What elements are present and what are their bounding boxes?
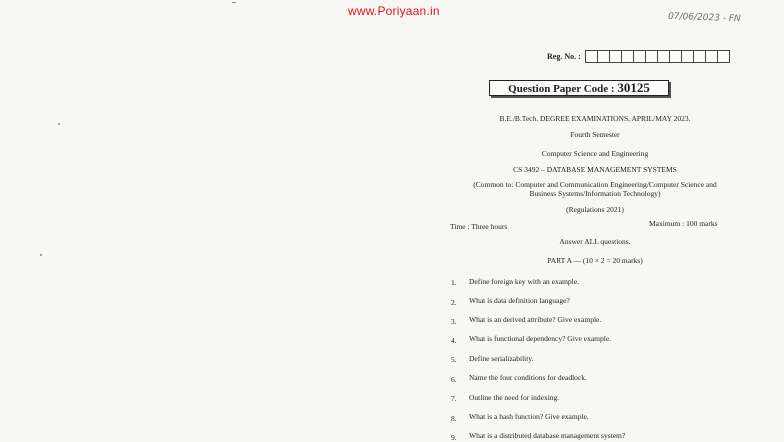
question-text: Define foreign key with an example. <box>469 277 579 286</box>
question-text: What is data definition language? <box>469 296 570 305</box>
scan-speck <box>58 123 60 125</box>
common-to-line1: (Common to: Computer and Communication Engineering/Computer Science and <box>473 180 717 189</box>
qp-code-value: 30125 <box>617 80 650 95</box>
question-text: What is a hash function? Give example. <box>469 412 589 421</box>
scan-speck <box>40 254 42 256</box>
question-text: What is functional dependency? Give example. <box>469 334 612 343</box>
reg-no-box <box>717 50 730 63</box>
part-a-heading: PART A — (10 × 2 = 20 marks) <box>547 256 643 265</box>
instructions: Answer ALL questions. <box>559 237 631 246</box>
handwritten-date: 07/06/2023 - FN <box>667 11 741 25</box>
watermark-text: www.Poriyaan.in <box>348 4 440 18</box>
question-text: What is an derived attribute? Give example. <box>469 315 602 324</box>
scan-speck <box>232 2 236 3</box>
exam-title: B.E./B.Tech. DEGREE EXAMINATIONS, APRIL/MAY 2023. <box>499 114 691 123</box>
subject-title: CS 3492 – DATABASE MANAGEMENT SYSTEMS <box>513 165 677 174</box>
regulations: (Regulations 2021) <box>566 205 624 214</box>
question-text: What is a distributed database management system? <box>469 431 626 440</box>
question-paper-code-box <box>489 80 669 96</box>
question-number: 5. <box>451 355 457 364</box>
question-number: 6. <box>451 375 457 384</box>
question-number: 3. <box>451 317 457 326</box>
max-marks-label: Maximum : 100 marks <box>649 219 718 228</box>
question-number: 4. <box>451 336 457 345</box>
department: Computer Science and Engineering <box>541 149 649 158</box>
question-number: 8. <box>451 414 457 423</box>
semester: Fourth Semester <box>570 130 620 139</box>
reg-no-boxes <box>586 50 730 63</box>
qp-code-label: Question Paper Code : <box>508 83 618 95</box>
reg-no-label: Reg. No. : <box>547 52 581 61</box>
question-number: 9. <box>451 433 457 442</box>
question-number: 2. <box>451 298 457 307</box>
question-text: Outline the need for indexing. <box>469 393 560 402</box>
question-number: 1. <box>451 278 457 287</box>
common-to-line2: Business Systems/Information Technology) <box>529 189 661 198</box>
question-text: Name the four conditions for deadlock. <box>469 373 587 382</box>
time-label: Time : Three hours <box>450 222 508 231</box>
question-number: 7. <box>451 394 457 403</box>
question-text: Define serializability. <box>469 354 534 363</box>
